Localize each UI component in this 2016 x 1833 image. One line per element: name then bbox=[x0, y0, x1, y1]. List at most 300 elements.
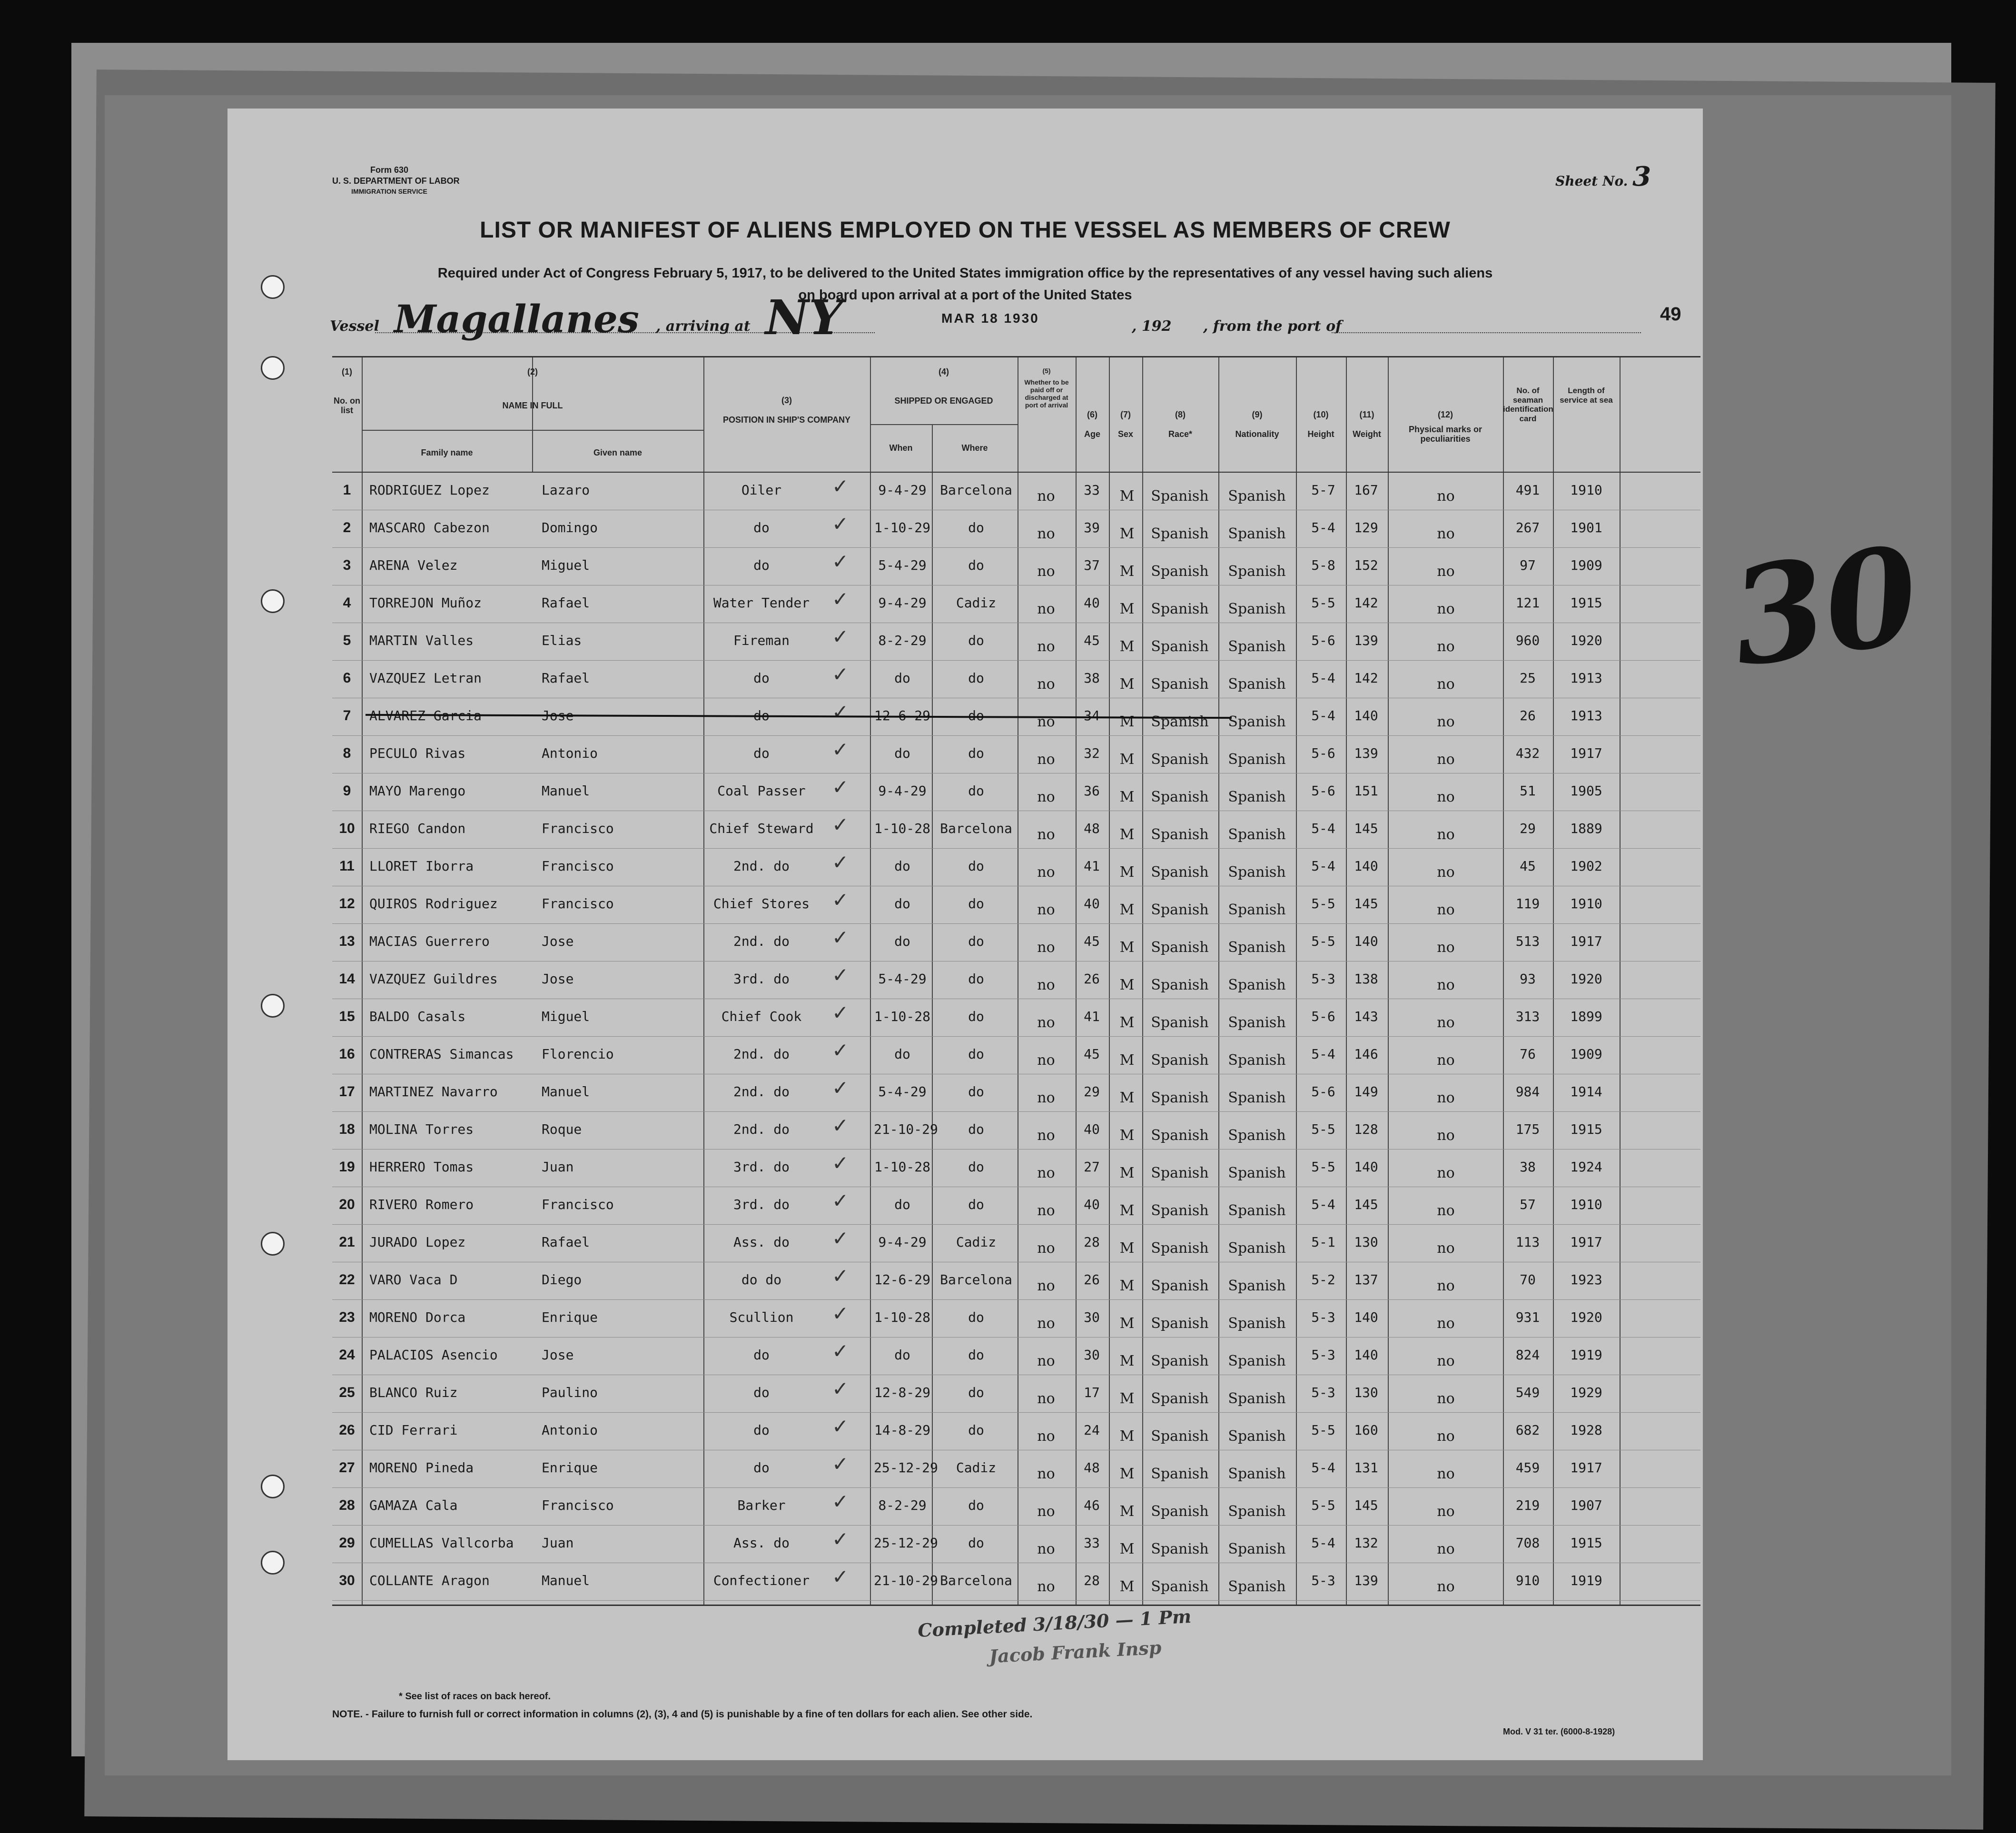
weight: 146 bbox=[1354, 1046, 1378, 1062]
punch-hole bbox=[261, 1232, 285, 1256]
position: 3rd. do bbox=[733, 1197, 790, 1212]
shipped-when: 9-4-29 bbox=[878, 482, 927, 498]
height: 5-5 bbox=[1311, 1422, 1335, 1438]
table-row bbox=[332, 1375, 1700, 1413]
service-year: 1910 bbox=[1570, 482, 1602, 498]
shipped-where: Cadiz bbox=[956, 595, 997, 611]
race: Spanish bbox=[1151, 638, 1209, 655]
col-header-when: When bbox=[889, 443, 913, 453]
age: 37 bbox=[1084, 557, 1100, 573]
row-number: 2 bbox=[343, 520, 351, 535]
height: 5-8 bbox=[1311, 557, 1335, 573]
shipped-where: do bbox=[968, 933, 984, 949]
shipped-when: 8-2-29 bbox=[878, 633, 927, 648]
nationality: Spanish bbox=[1228, 939, 1286, 956]
shipped-where: do bbox=[968, 1121, 984, 1137]
age: 40 bbox=[1084, 896, 1100, 912]
height: 5-3 bbox=[1311, 1309, 1335, 1325]
form-header-block bbox=[332, 165, 460, 196]
race: Spanish bbox=[1151, 1052, 1209, 1069]
row-number: 5 bbox=[343, 633, 351, 648]
age: 30 bbox=[1084, 1309, 1100, 1325]
physical-marks: no bbox=[1437, 525, 1455, 542]
race: Spanish bbox=[1151, 676, 1209, 693]
family-name: MARTIN Valles bbox=[369, 633, 474, 648]
table-row bbox=[332, 1149, 1700, 1187]
physical-marks: no bbox=[1437, 1541, 1455, 1557]
age: 39 bbox=[1084, 520, 1100, 535]
age: 48 bbox=[1084, 1460, 1100, 1476]
shipped-where: do bbox=[968, 1422, 984, 1438]
sex: M bbox=[1119, 1503, 1135, 1520]
shipped-where: do bbox=[968, 1159, 984, 1175]
table-row bbox=[332, 1563, 1700, 1601]
form-model-number: Mod. V 31 ter. (6000-8-1928) bbox=[1503, 1727, 1615, 1736]
age: 27 bbox=[1084, 1159, 1100, 1175]
paid-off: no bbox=[1037, 676, 1055, 693]
physical-marks: no bbox=[1437, 1278, 1455, 1294]
table-row bbox=[332, 886, 1700, 924]
sex: M bbox=[1119, 789, 1135, 805]
position: do bbox=[753, 745, 770, 761]
row-number: 10 bbox=[339, 821, 355, 836]
shipped-when: 1-10-29 bbox=[874, 520, 930, 535]
shipped-when: do bbox=[894, 670, 910, 686]
age: 40 bbox=[1084, 595, 1100, 611]
age: 45 bbox=[1084, 933, 1100, 949]
check-mark-icon: ✓ bbox=[832, 663, 849, 686]
table-row bbox=[332, 773, 1700, 811]
family-name: BLANCO Ruiz bbox=[369, 1385, 458, 1400]
shipped-when: do bbox=[894, 933, 910, 949]
physical-marks: no bbox=[1437, 1503, 1455, 1520]
check-mark-icon: ✓ bbox=[832, 1565, 849, 1588]
race: Spanish bbox=[1151, 1315, 1209, 1332]
service-year: 1919 bbox=[1570, 1573, 1602, 1588]
col-header-weight: (11) Weight bbox=[1353, 410, 1381, 439]
race: Spanish bbox=[1151, 488, 1209, 505]
race: Spanish bbox=[1151, 1127, 1209, 1144]
nationality: Spanish bbox=[1228, 676, 1286, 693]
year-label: , 192 bbox=[1132, 318, 1172, 335]
position: do bbox=[753, 708, 770, 723]
age: 32 bbox=[1084, 745, 1100, 761]
height: 5-4 bbox=[1311, 670, 1335, 686]
position: Water Tender bbox=[713, 595, 810, 611]
race: Spanish bbox=[1151, 1353, 1209, 1369]
arrival-port: NY bbox=[765, 289, 843, 346]
physical-marks: no bbox=[1437, 713, 1455, 730]
shipped-where: do bbox=[968, 1535, 984, 1551]
punch-hole bbox=[261, 1475, 285, 1498]
shipped-when: do bbox=[894, 745, 910, 761]
shipped-when: 1-10-28 bbox=[874, 1159, 930, 1175]
check-mark-icon: ✓ bbox=[832, 1452, 849, 1476]
table-row bbox=[332, 510, 1700, 548]
col-header-no: (1) No. on list bbox=[334, 367, 360, 416]
sheet-number: 3 bbox=[1632, 161, 1651, 192]
service-year: 1915 bbox=[1570, 595, 1602, 611]
given-name: Juan bbox=[542, 1535, 574, 1551]
table-row bbox=[332, 1338, 1700, 1375]
row-number: 29 bbox=[339, 1535, 355, 1551]
nationality: Spanish bbox=[1228, 1390, 1286, 1407]
weight: 140 bbox=[1354, 1347, 1378, 1363]
table-row bbox=[332, 1225, 1700, 1262]
check-mark-icon: ✓ bbox=[832, 775, 849, 799]
sex: M bbox=[1119, 977, 1135, 993]
id-card-number: 38 bbox=[1520, 1159, 1536, 1175]
check-mark-icon: ✓ bbox=[832, 625, 849, 648]
row-number: 7 bbox=[343, 708, 351, 723]
sex: M bbox=[1119, 1127, 1135, 1144]
nationality: Spanish bbox=[1228, 1503, 1286, 1520]
id-card-number: 51 bbox=[1520, 783, 1536, 799]
age: 46 bbox=[1084, 1497, 1100, 1513]
position: 3rd. do bbox=[733, 971, 790, 987]
given-name: Diego bbox=[542, 1272, 582, 1288]
age: 28 bbox=[1084, 1573, 1100, 1588]
weight: 131 bbox=[1354, 1460, 1378, 1476]
position: Fireman bbox=[733, 633, 790, 648]
row-number: 14 bbox=[339, 971, 355, 987]
given-name: Antonio bbox=[542, 1422, 598, 1438]
race: Spanish bbox=[1151, 1165, 1209, 1181]
check-mark-icon: ✓ bbox=[832, 888, 849, 912]
id-card-number: 175 bbox=[1515, 1121, 1540, 1137]
sheet-number-block bbox=[1555, 161, 1651, 192]
table-row bbox=[332, 924, 1700, 961]
vessel-label: Vessel bbox=[330, 318, 379, 335]
row-number: 22 bbox=[339, 1272, 355, 1288]
paid-off: no bbox=[1037, 902, 1055, 918]
row-number: 4 bbox=[343, 595, 351, 611]
row-number: 3 bbox=[343, 557, 351, 573]
physical-marks: no bbox=[1437, 1240, 1455, 1257]
physical-marks: no bbox=[1437, 1428, 1455, 1445]
table-row bbox=[332, 1450, 1700, 1488]
shipped-when: 21-10-29 bbox=[874, 1573, 938, 1588]
given-name: Francisco bbox=[542, 1197, 614, 1212]
service-year: 1915 bbox=[1570, 1535, 1602, 1551]
service-year: 1924 bbox=[1570, 1159, 1602, 1175]
col-header-physical-marks: (12) Physical marks or peculiarities bbox=[1408, 410, 1482, 444]
height: 5-6 bbox=[1311, 633, 1335, 648]
race: Spanish bbox=[1151, 1090, 1209, 1106]
row-number: 19 bbox=[339, 1159, 355, 1175]
shipped-when: 5-4-29 bbox=[878, 557, 927, 573]
family-name: MOLINA Torres bbox=[369, 1121, 474, 1137]
age: 34 bbox=[1084, 708, 1100, 723]
position: do bbox=[753, 520, 770, 535]
physical-marks: no bbox=[1437, 1466, 1455, 1482]
table-row bbox=[332, 736, 1700, 773]
physical-marks: no bbox=[1437, 1578, 1455, 1595]
physical-marks: no bbox=[1437, 601, 1455, 617]
col-header-shipped: (4) SHIPPED OR ENGAGED bbox=[894, 367, 993, 406]
nationality: Spanish bbox=[1228, 826, 1286, 843]
given-name: Paulino bbox=[542, 1385, 598, 1400]
age: 48 bbox=[1084, 821, 1100, 836]
shipped-when: 12-8-29 bbox=[874, 1385, 930, 1400]
physical-marks: no bbox=[1437, 1353, 1455, 1369]
table-row bbox=[332, 849, 1700, 886]
position: do bbox=[753, 670, 770, 686]
height: 5-4 bbox=[1311, 1460, 1335, 1476]
weight: 142 bbox=[1354, 670, 1378, 686]
shipped-when: 5-4-29 bbox=[878, 1084, 927, 1100]
height: 5-4 bbox=[1311, 1197, 1335, 1212]
check-mark-icon: ✓ bbox=[832, 1415, 849, 1438]
col-header-race: (8) Race* bbox=[1168, 410, 1193, 439]
weight: 140 bbox=[1354, 708, 1378, 723]
row-number: 6 bbox=[343, 670, 351, 686]
family-name: PECULO Rivas bbox=[369, 745, 466, 761]
row-number: 8 bbox=[343, 745, 351, 761]
col-header-service: Length of service at sea bbox=[1560, 386, 1613, 405]
shipped-where: do bbox=[968, 633, 984, 648]
paid-off: no bbox=[1037, 1503, 1055, 1520]
list-number: 49 bbox=[1660, 304, 1681, 325]
paid-off: no bbox=[1037, 1353, 1055, 1369]
from-port-underline bbox=[1332, 332, 1641, 333]
position: Oiler bbox=[741, 482, 782, 498]
shipped-where: do bbox=[968, 1347, 984, 1363]
table-row bbox=[332, 1300, 1700, 1338]
given-name: Manuel bbox=[542, 1084, 590, 1100]
col-header-given-name: Given name bbox=[593, 448, 642, 457]
age: 26 bbox=[1084, 1272, 1100, 1288]
weight: 139 bbox=[1354, 633, 1378, 648]
check-mark-icon: ✓ bbox=[832, 1076, 849, 1100]
sex: M bbox=[1119, 939, 1135, 956]
given-name: Francisco bbox=[542, 1497, 614, 1513]
race: Spanish bbox=[1151, 751, 1209, 768]
page-title: LIST OR MANIFEST OF ALIENS EMPLOYED ON THE VESSEL AS MEMBERS OF CREW bbox=[480, 218, 1451, 243]
sex: M bbox=[1119, 1315, 1135, 1332]
crew-table bbox=[332, 356, 1700, 1606]
race: Spanish bbox=[1151, 1278, 1209, 1294]
weight: 130 bbox=[1354, 1385, 1378, 1400]
paid-off: no bbox=[1037, 713, 1055, 730]
subtitle-line-1: Required under Act of Congress February 5, 1917, to be delivered to the United States immigration office by the representatives of any vessel having such aliens bbox=[437, 266, 1493, 281]
sheet-label: Sheet No. bbox=[1555, 173, 1628, 189]
sex: M bbox=[1119, 826, 1135, 843]
table-row bbox=[332, 1488, 1700, 1526]
age: 33 bbox=[1084, 1535, 1100, 1551]
shipped-when: 25-12-29 bbox=[874, 1460, 938, 1476]
shipped-when: 9-4-29 bbox=[878, 783, 927, 799]
service-year: 1917 bbox=[1570, 1234, 1602, 1250]
paid-off: no bbox=[1037, 1466, 1055, 1482]
shipped-when: 5-4-29 bbox=[878, 971, 927, 987]
id-card-number: 29 bbox=[1520, 821, 1536, 836]
service-year: 1915 bbox=[1570, 1121, 1602, 1137]
nationality: Spanish bbox=[1228, 1014, 1286, 1031]
given-name: Rafael bbox=[542, 670, 590, 686]
race: Spanish bbox=[1151, 1503, 1209, 1520]
height: 5-4 bbox=[1311, 1535, 1335, 1551]
check-mark-icon: ✓ bbox=[832, 851, 849, 874]
paid-off: no bbox=[1037, 1390, 1055, 1407]
position: 2nd. do bbox=[733, 1046, 790, 1062]
check-mark-icon: ✓ bbox=[832, 1189, 849, 1212]
paid-off: no bbox=[1037, 1278, 1055, 1294]
height: 5-4 bbox=[1311, 708, 1335, 723]
nationality: Spanish bbox=[1228, 713, 1286, 730]
nationality: Spanish bbox=[1228, 1428, 1286, 1445]
shipped-when: 12-6-29 bbox=[874, 708, 930, 723]
paid-off: no bbox=[1037, 789, 1055, 805]
position: do bbox=[753, 1422, 770, 1438]
race: Spanish bbox=[1151, 1541, 1209, 1557]
id-card-number: 93 bbox=[1520, 971, 1536, 987]
row-number: 26 bbox=[339, 1422, 355, 1438]
sex: M bbox=[1119, 1090, 1135, 1106]
weight: 145 bbox=[1354, 821, 1378, 836]
table-row bbox=[332, 473, 1700, 510]
nationality: Spanish bbox=[1228, 1165, 1286, 1181]
paid-off: no bbox=[1037, 488, 1055, 505]
shipped-where: Cadiz bbox=[956, 1460, 997, 1476]
service-year: 1919 bbox=[1570, 1347, 1602, 1363]
given-name: Manuel bbox=[542, 783, 590, 799]
shipped-where: do bbox=[968, 1309, 984, 1325]
family-name: CUMELLAS Vallcorba bbox=[369, 1535, 514, 1551]
service-year: 1917 bbox=[1570, 933, 1602, 949]
id-card-number: 313 bbox=[1515, 1009, 1540, 1024]
shipped-where: do bbox=[968, 1497, 984, 1513]
given-name: Elias bbox=[542, 633, 582, 648]
height: 5-5 bbox=[1311, 1121, 1335, 1137]
weight: 139 bbox=[1354, 1573, 1378, 1588]
service-year: 1902 bbox=[1570, 858, 1602, 874]
check-mark-icon: ✓ bbox=[832, 1302, 849, 1325]
row-number: 30 bbox=[339, 1573, 355, 1588]
race: Spanish bbox=[1151, 1578, 1209, 1595]
punch-hole bbox=[261, 994, 285, 1018]
shipped-when: do bbox=[894, 1197, 910, 1212]
height: 5-5 bbox=[1311, 896, 1335, 912]
height: 5-6 bbox=[1311, 1084, 1335, 1100]
paid-off: no bbox=[1037, 563, 1055, 580]
weight: 132 bbox=[1354, 1535, 1378, 1551]
footer-note: NOTE. - Failure to furnish full or correct information in columns (2), (3), 4 and (5) is punishable by a fine of ten dollars for each alien. See other side. bbox=[332, 1709, 1033, 1720]
position: Chief Cook bbox=[721, 1009, 802, 1024]
service-year: 1889 bbox=[1570, 821, 1602, 836]
weight: 167 bbox=[1354, 482, 1378, 498]
family-name: VARO Vaca D bbox=[369, 1272, 458, 1288]
shipped-when: 21-10-29 bbox=[874, 1121, 938, 1137]
row-number: 1 bbox=[343, 482, 351, 498]
position: 3rd. do bbox=[733, 1159, 790, 1175]
paid-off: no bbox=[1037, 1578, 1055, 1595]
id-card-number: 70 bbox=[1520, 1272, 1536, 1288]
position: Ass. do bbox=[733, 1535, 790, 1551]
table-row bbox=[332, 661, 1700, 698]
height: 5-4 bbox=[1311, 858, 1335, 874]
row-number: 9 bbox=[343, 783, 351, 799]
check-mark-icon: ✓ bbox=[832, 1490, 849, 1513]
service-year: 1928 bbox=[1570, 1422, 1602, 1438]
race: Spanish bbox=[1151, 789, 1209, 805]
check-mark-icon: ✓ bbox=[832, 1114, 849, 1137]
paid-off: no bbox=[1037, 1428, 1055, 1445]
weight: 140 bbox=[1354, 1309, 1378, 1325]
check-mark-icon: ✓ bbox=[832, 550, 849, 573]
paid-off: no bbox=[1037, 601, 1055, 617]
id-card-number: 113 bbox=[1515, 1234, 1540, 1250]
shipped-where: do bbox=[968, 858, 984, 874]
punch-hole bbox=[261, 589, 285, 613]
service-year: 1905 bbox=[1570, 783, 1602, 799]
race: Spanish bbox=[1151, 1202, 1209, 1219]
col-header-sex: (7) Sex bbox=[1117, 410, 1134, 439]
sex: M bbox=[1119, 713, 1135, 730]
nationality: Spanish bbox=[1228, 1240, 1286, 1257]
weight: 140 bbox=[1354, 933, 1378, 949]
given-name: Jose bbox=[542, 708, 574, 723]
weight: 142 bbox=[1354, 595, 1378, 611]
from-port-label: , from the port of bbox=[1203, 318, 1342, 335]
paid-off: no bbox=[1037, 638, 1055, 655]
sex: M bbox=[1119, 751, 1135, 768]
id-card-number: 984 bbox=[1515, 1084, 1540, 1100]
nationality: Spanish bbox=[1228, 902, 1286, 918]
col-header-where: Where bbox=[961, 443, 988, 453]
physical-marks: no bbox=[1437, 1165, 1455, 1181]
family-name: COLLANTE Aragon bbox=[369, 1573, 490, 1588]
family-name: ARENA Velez bbox=[369, 557, 458, 573]
shipped-where: do bbox=[968, 896, 984, 912]
family-name: MAYO Marengo bbox=[369, 783, 466, 799]
races-note: * See list of races on back hereof. bbox=[399, 1691, 551, 1702]
given-name: Manuel bbox=[542, 1573, 590, 1588]
paid-off: no bbox=[1037, 525, 1055, 542]
punch-hole bbox=[261, 1551, 285, 1575]
nationality: Spanish bbox=[1228, 977, 1286, 993]
sex: M bbox=[1119, 563, 1135, 580]
id-card-number: 459 bbox=[1515, 1460, 1540, 1476]
position: Scullion bbox=[729, 1309, 794, 1325]
service-year: 1907 bbox=[1570, 1497, 1602, 1513]
col-header-position: (3) POSITION IN SHIP'S COMPANY bbox=[723, 396, 850, 425]
row-number: 13 bbox=[339, 933, 355, 949]
position: Chief Steward bbox=[709, 821, 814, 836]
age: 36 bbox=[1084, 783, 1100, 799]
service-year: 1920 bbox=[1570, 971, 1602, 987]
table-row bbox=[332, 585, 1700, 623]
service-year: 1910 bbox=[1570, 896, 1602, 912]
family-name: LLORET Iborra bbox=[369, 858, 474, 874]
age: 28 bbox=[1084, 1234, 1100, 1250]
shipped-where: do bbox=[968, 1009, 984, 1024]
shipped-where: do bbox=[968, 557, 984, 573]
sex: M bbox=[1119, 1052, 1135, 1069]
shipped-when: 12-6-29 bbox=[874, 1272, 930, 1288]
row-number: 28 bbox=[339, 1497, 355, 1513]
nationality: Spanish bbox=[1228, 1466, 1286, 1482]
family-name: PALACIOS Asencio bbox=[369, 1347, 498, 1363]
race: Spanish bbox=[1151, 826, 1209, 843]
physical-marks: no bbox=[1437, 1014, 1455, 1031]
paid-off: no bbox=[1037, 939, 1055, 956]
sex: M bbox=[1119, 1578, 1135, 1595]
paid-off: no bbox=[1037, 826, 1055, 843]
race: Spanish bbox=[1151, 601, 1209, 617]
table-row bbox=[332, 1112, 1700, 1149]
height: 5-3 bbox=[1311, 1347, 1335, 1363]
